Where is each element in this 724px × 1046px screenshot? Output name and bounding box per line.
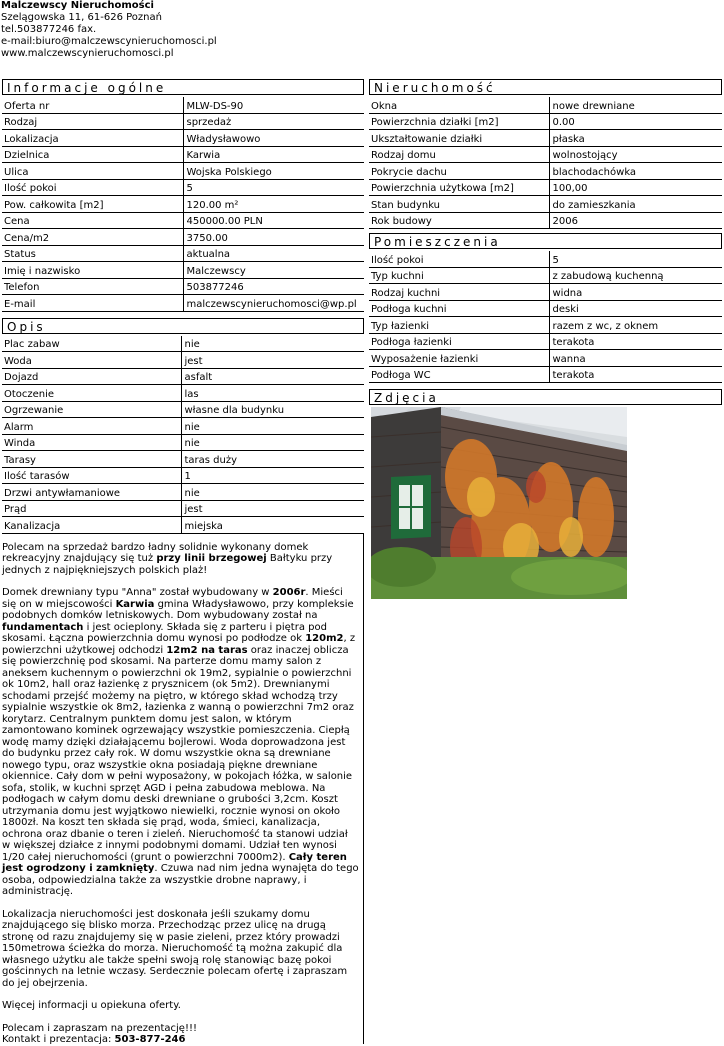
description-bold-text: 503-877-246 bbox=[114, 1034, 186, 1045]
amenity-row bbox=[2, 484, 364, 501]
general-info-value: 5 bbox=[183, 179, 364, 196]
room-label: Wyposażenie łazienki bbox=[369, 350, 549, 367]
general-info-label: Dzielnica bbox=[2, 146, 183, 163]
amenity-value: jest bbox=[181, 352, 364, 369]
room-value: terakota bbox=[549, 333, 722, 350]
general-info-row bbox=[2, 229, 364, 246]
room-label: Podłoga łazienki bbox=[369, 333, 549, 350]
amenity-value: 1 bbox=[181, 467, 364, 484]
amenity-label: Dojazd bbox=[2, 368, 181, 385]
property-label: Okna bbox=[369, 97, 549, 113]
room-value: wanna bbox=[549, 350, 722, 367]
amenity-label: Winda bbox=[2, 434, 181, 451]
general-info-label: E-mail bbox=[2, 295, 183, 312]
house-photo[interactable] bbox=[371, 407, 627, 599]
property-header: Nieruchomość bbox=[369, 79, 722, 95]
description-text-run: Domek drewniany typu "Anna" został wybudowany w bbox=[2, 587, 273, 598]
general-info-label: Cena/m2 bbox=[2, 229, 183, 246]
description-text-run: Więcej informacji u opiekuna oferty. bbox=[2, 1000, 181, 1011]
amenity-label: Ogrzewanie bbox=[2, 401, 181, 418]
general-info-row bbox=[2, 245, 364, 262]
property-row bbox=[369, 146, 722, 163]
description-bold-text: 120m2 bbox=[305, 633, 344, 644]
rooms-table bbox=[369, 251, 722, 383]
general-info-value: Wojska Polskiego bbox=[183, 163, 364, 180]
amenity-row bbox=[2, 467, 364, 484]
property-row bbox=[369, 163, 722, 180]
amenity-value: taras duży bbox=[181, 451, 364, 468]
amenity-value: nie bbox=[181, 418, 364, 435]
agency-name: Malczewscy Nieruchomości bbox=[1, 0, 154, 11]
agency-email: e-mail:biuro@malczewscynieruchomosci.pl bbox=[1, 36, 217, 47]
description-bold-text: 12m2 na taras bbox=[166, 644, 248, 656]
amenity-value: jest bbox=[181, 500, 364, 517]
amenity-label: Woda bbox=[2, 352, 181, 369]
general-info-row bbox=[2, 262, 364, 279]
description-paragraph bbox=[2, 587, 359, 898]
room-row bbox=[369, 267, 722, 284]
general-info-row bbox=[2, 196, 364, 213]
general-info-label: Telefon bbox=[2, 278, 183, 295]
property-value: płaska bbox=[549, 130, 722, 147]
room-row bbox=[369, 366, 722, 383]
property-label: Pokrycie dachu bbox=[369, 163, 549, 180]
room-value: 5 bbox=[549, 251, 722, 267]
property-row bbox=[369, 130, 722, 147]
general-info-value: 503877246 bbox=[183, 278, 364, 295]
description-bold-text: fundamentach bbox=[2, 621, 84, 633]
description-header: Opis bbox=[2, 318, 364, 334]
room-label: Rodzaj kuchni bbox=[369, 284, 549, 301]
description-text bbox=[2, 534, 364, 1044]
amenity-label: Kanalizacja bbox=[2, 517, 181, 534]
property-value: do zamieszkania bbox=[549, 196, 722, 213]
property-label: Ukształtowanie działki bbox=[369, 130, 549, 147]
description-paragraph bbox=[2, 909, 359, 990]
room-row bbox=[369, 333, 722, 350]
agency-phone: tel.503877246 fax. bbox=[1, 24, 97, 35]
description-text-run: Kontakt i prezentacja: bbox=[2, 1034, 115, 1045]
rooms-header: Pomieszczenia bbox=[369, 233, 722, 249]
property-label: Rodzaj domu bbox=[369, 146, 549, 163]
general-info-value: 3750.00 bbox=[183, 229, 364, 246]
amenity-row bbox=[2, 500, 364, 517]
property-row bbox=[369, 179, 722, 196]
general-info-row bbox=[2, 212, 364, 229]
room-value: terakota bbox=[549, 366, 722, 383]
description-bold-text: przy linii brzegowej bbox=[156, 553, 267, 564]
amenity-row bbox=[2, 336, 364, 352]
amenity-value: nie bbox=[181, 434, 364, 451]
property-row bbox=[369, 113, 722, 130]
general-info-label: Status bbox=[2, 245, 183, 262]
room-label: Podłoga WC bbox=[369, 366, 549, 383]
general-info-row bbox=[2, 179, 364, 196]
property-row bbox=[369, 196, 722, 213]
description-text-run: oraz inaczej oblicza się powierzchnię pod skosami. Na parterze domu mamy salon z aneksem kuchennym o powierzchni ok 19m2, sypialnie o powierzchni ok 10m2, hall oraz łazienkę z prysznicem (ok 5m2). Drewnianymi schodami przejść możemy na piętro, w którego skład wchodzą trzy sypialnie wszystkie ok 8m2, łazienka z wanną o powierzchni 7m2 oraz korytarz. Centralnym punktem domu jest salon, w którym zamontowano kominek ogrzewający wszystkie pomieszczenia. Ciepłą wodę mamy dzięki działającemu bojlerowi. Woda doprowadzona jest do budynku przez cały rok. W domu wszystkie okna są drewniane nowego typu, oraz wszystkie okna posiadają piękne drewniane okiennice. Cały dom w pełni wyposażony, w pokojach łóżka, w salonie sofa, stolik, w kuchni sprzęt AGD i pełna zabudowa meblowa. Na podłogach w całym domu deski drewniane o grubości 3,2cm. Koszt utrzymania domu jest wyjątkowo niewielki, rocznie wynosi on około 1800zł. Na koszt ten składa się prąd, woda, śmieci, kanalizacja, ochrona oraz dbanie o teren i zieleń. Nieruchomość ta stanowi udział w większej działce z innymi podobnymi domami. Udział ten wynosi 1/20 całej nieruchomości (grunt o powierzchni 7000m2). bbox=[2, 644, 354, 863]
description-text-run: , z powierzchni użytkowej odchodzi bbox=[2, 633, 356, 656]
general-info-row bbox=[2, 278, 364, 295]
amenity-label: Tarasy bbox=[2, 451, 181, 468]
amenity-label: Plac zabaw bbox=[2, 336, 181, 352]
property-value: nowe drewniane bbox=[549, 97, 722, 113]
general-info-value: aktualna bbox=[183, 245, 364, 262]
general-info-row bbox=[2, 163, 364, 180]
description-bold-text: Cały teren jest ogrodzony i zamknięty bbox=[2, 851, 347, 874]
general-info-value: Władysławowo bbox=[183, 130, 364, 147]
amenity-label: Drzwi antywłamaniowe bbox=[2, 484, 181, 501]
general-info-row bbox=[2, 146, 364, 163]
general-info-label: Ulica bbox=[2, 163, 183, 180]
general-info-label: Rodzaj bbox=[2, 113, 183, 130]
property-value: blachodachówka bbox=[549, 163, 722, 180]
amenity-label: Ilość tarasów bbox=[2, 467, 181, 484]
property-label: Powierzchnia działki [m2] bbox=[369, 113, 549, 130]
amenity-row bbox=[2, 451, 364, 468]
room-row bbox=[369, 300, 722, 317]
agency-website: www.malczewscynieruchomosci.pl bbox=[1, 48, 174, 59]
description-text-run: . Mieści się on w miejscowości bbox=[2, 587, 343, 610]
general-info-value: sprzedaż bbox=[183, 113, 364, 130]
description-text-run: Lokalizacja nieruchomości jest doskonała jeśli szukamy domu znajdującego się blisko morza. Przechodząc przez ulicę na drugą stronę od razu znajdujemy się w pasie zieleni, przez który prowadzi 150metrowa ścieżka do morza. Nieruchomość tą można zakupić dla własnego użytku ale także spełni swoją rolę stanowiąc bazę pokoi gościnnych na letnie wczasy. Serdecznie polecam ofertę i zapraszam do jej obejrzenia. bbox=[2, 908, 348, 989]
amenity-row bbox=[2, 434, 364, 451]
agency-address: Szelągowska 11, 61-626 Poznań bbox=[1, 12, 162, 23]
general-info-value: 120.00 m² bbox=[183, 196, 364, 213]
general-info-value: 450000.00 PLN bbox=[183, 212, 364, 229]
amenity-value: las bbox=[181, 385, 364, 402]
room-value: razem z wc, z oknem bbox=[549, 317, 722, 334]
general-info-row bbox=[2, 113, 364, 130]
agency-header bbox=[1, 0, 401, 60]
general-info-row bbox=[2, 130, 364, 147]
description-bold-text: Karwia bbox=[115, 598, 155, 610]
amenities-table bbox=[2, 336, 364, 534]
property-label: Powierzchnia użytkowa [m2] bbox=[369, 179, 549, 196]
general-info-row bbox=[2, 295, 364, 312]
general-info-label: Cena bbox=[2, 212, 183, 229]
amenity-value: miejska bbox=[181, 517, 364, 534]
description-text-run: i jest ocieplony. Składa się z parteru i piętra pod skosami. Łączna powierzchnia domu wynosi po podłodze ok bbox=[2, 621, 327, 644]
amenity-value: nie bbox=[181, 484, 364, 501]
room-value: widna bbox=[549, 284, 722, 301]
general-info-label: Imię i nazwisko bbox=[2, 262, 183, 279]
room-value: deski bbox=[549, 300, 722, 317]
property-label: Rok budowy bbox=[369, 212, 549, 229]
general-info-header: Informacje ogólne bbox=[2, 79, 364, 95]
description-paragraph bbox=[2, 542, 359, 577]
property-value: wolnostojący bbox=[549, 146, 722, 163]
amenity-label: Alarm bbox=[2, 418, 181, 435]
description-bold-text: 2006r bbox=[272, 587, 306, 598]
amenity-value: nie bbox=[181, 336, 364, 352]
photos-header: Zdjęcia bbox=[369, 389, 722, 405]
description-text-run: Bałtyku przy jednych z najpiękniejszych polskich plaż! bbox=[2, 553, 333, 576]
left-column bbox=[2, 79, 364, 1044]
property-table bbox=[369, 97, 722, 229]
general-info-label: Pow. całkowita [m2] bbox=[2, 196, 183, 213]
description-paragraph bbox=[2, 1000, 359, 1012]
property-row bbox=[369, 97, 722, 113]
property-row bbox=[369, 212, 722, 229]
general-info-value: MLW-DS-90 bbox=[183, 97, 364, 113]
description-text-run: gmina Władysławowo, przy kompleksie podobnych domków letniskowych. Dom wybudowany został na bbox=[2, 598, 354, 621]
general-info-row bbox=[2, 97, 364, 113]
property-label: Stan budynku bbox=[369, 196, 549, 213]
amenity-row bbox=[2, 517, 364, 534]
amenity-row bbox=[2, 385, 364, 402]
amenity-row bbox=[2, 368, 364, 385]
general-info-label: Lokalizacja bbox=[2, 130, 183, 147]
amenity-row bbox=[2, 401, 364, 418]
description-text-run: Polecam i zapraszam na prezentację!!! bbox=[2, 1022, 197, 1034]
general-info-label: Ilość pokoi bbox=[2, 179, 183, 196]
amenity-row bbox=[2, 418, 364, 435]
general-info-value: malczewscynieruchomosci@wp.pl bbox=[183, 295, 364, 312]
room-row bbox=[369, 251, 722, 267]
amenity-value: własne dla budynku bbox=[181, 401, 364, 418]
room-label: Typ kuchni bbox=[369, 267, 549, 284]
room-label: Podłoga kuchni bbox=[369, 300, 549, 317]
description-text-run: . Czuwa nad nim jedna wynajęta do tego osoba, odpowiedzialna także za wszystkie drobne naprawy, i administrację. bbox=[2, 863, 359, 897]
general-info-value: Malczewscy bbox=[183, 262, 364, 279]
property-value: 0.00 bbox=[549, 113, 722, 130]
amenity-value: asfalt bbox=[181, 368, 364, 385]
room-row bbox=[369, 350, 722, 367]
room-label: Ilość pokoi bbox=[369, 251, 549, 267]
room-label: Typ łazienki bbox=[369, 317, 549, 334]
room-row bbox=[369, 317, 722, 334]
general-info-table bbox=[2, 97, 364, 312]
amenity-row bbox=[2, 352, 364, 369]
property-value: 2006 bbox=[549, 212, 722, 229]
general-info-value: Karwia bbox=[183, 146, 364, 163]
room-value: z zabudową kuchenną bbox=[549, 267, 722, 284]
general-info-label: Oferta nr bbox=[2, 97, 183, 113]
description-text-run: Polecam na sprzedaż bardzo ładny solidnie wykonany domek rekreacyjny znajdujący się tuż bbox=[2, 541, 309, 564]
amenity-label: Prąd bbox=[2, 500, 181, 517]
room-row bbox=[369, 284, 722, 301]
right-column bbox=[369, 79, 722, 599]
property-value: 100,00 bbox=[549, 179, 722, 196]
amenity-label: Otoczenie bbox=[2, 385, 181, 402]
description-paragraph bbox=[2, 1023, 359, 1046]
